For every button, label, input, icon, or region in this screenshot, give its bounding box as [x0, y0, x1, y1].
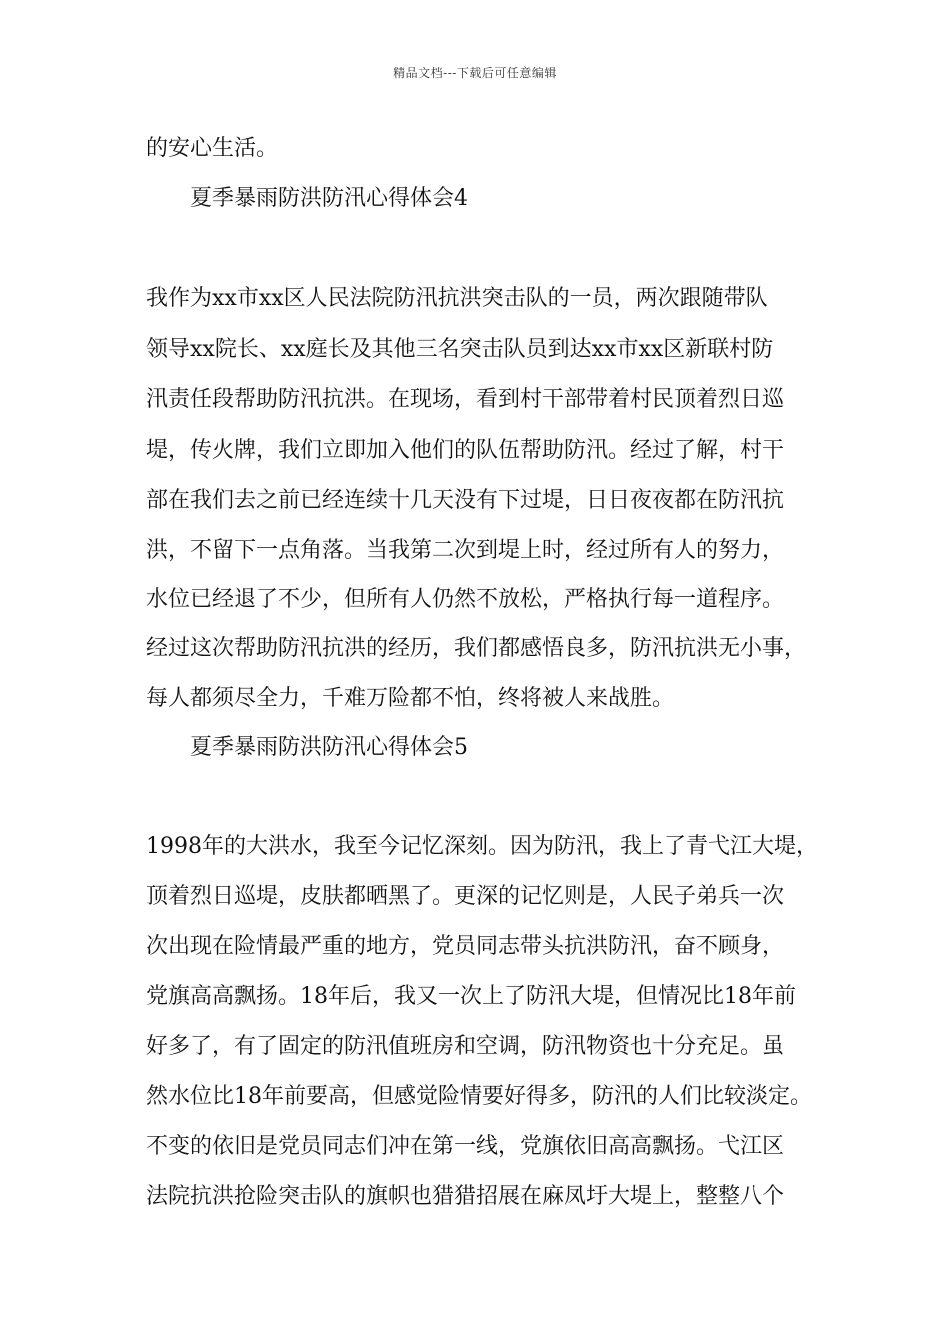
paragraph-line: 顶着烈日巡堤，皮肤都晒黑了。更深的记忆则是，人民子弟兵一次	[146, 884, 785, 909]
paragraph-line: 部在我们去之前已经连续十几天没有下过堤，日日夜夜都在防汛抗	[146, 488, 785, 513]
paragraph-line: 我作为xx市xx区人民法院防汛抗洪突击队的一员，两次跟随带队	[146, 286, 768, 311]
paragraph-line: 1998年的大洪水，我至今记忆深刻。因为防汛，我上了青弋江大堤，	[146, 834, 818, 859]
paragraph-line: 堤，传火牌，我们立即加入他们的队伍帮助防汛。经过了解，村干	[146, 438, 785, 463]
paragraph-line: 水位已经退了不少，但所有人仍然不放松，严格执行每一道程序。	[146, 587, 785, 612]
paragraph-line: 领导xx院长、xx庭长及其他三名突击队员到达xx市xx区新联村防	[146, 337, 774, 362]
paragraph-line: 洪，不留下一点角落。当我第二次到堤上时，经过所有人的努力，	[146, 538, 785, 563]
section-heading: 夏季暴雨防洪防汛心得体会5	[190, 735, 468, 760]
paragraph-line: 汛责任段帮助防汛抗洪。在现场，看到村干部带着村民顶着烈日巡	[146, 387, 785, 412]
paragraph-line: 法院抗洪抢险突击队的旗帜也猎猎招展在麻凤圩大堤上，整整八个	[146, 1184, 785, 1209]
paragraph-line: 然水位比18年前要高，但感觉险情要好得多，防汛的人们比较淡定。	[146, 1084, 812, 1109]
section-heading: 夏季暴雨防洪防汛心得体会4	[190, 186, 468, 211]
paragraph-line: 党旗高高飘扬。18年后，我又一次上了防汛大堤，但情况比18年前	[146, 984, 796, 1009]
paragraph-line: 不变的依旧是党员同志们冲在第一线，党旗依旧高高飘扬。弋江区	[146, 1134, 785, 1159]
paragraph-line: 好多了，有了固定的防汛值班房和空调，防汛物资也十分充足。虽	[146, 1034, 785, 1059]
paragraph-line: 每人都须尽全力，千难万险都不怕，终将被人来战胜。	[146, 686, 675, 711]
paragraph-line: 次出现在险情最严重的地方，党员同志带头抗洪防汛，奋不顾身，	[146, 934, 785, 959]
paragraph-line: 经过这次帮助防汛抗洪的经历，我们都感悟良多，防汛抗洪无小事，	[146, 636, 807, 661]
paragraph-line: 的安心生活。	[146, 136, 279, 161]
page-header: 精品文档---下载后可任意编辑	[393, 66, 557, 80]
